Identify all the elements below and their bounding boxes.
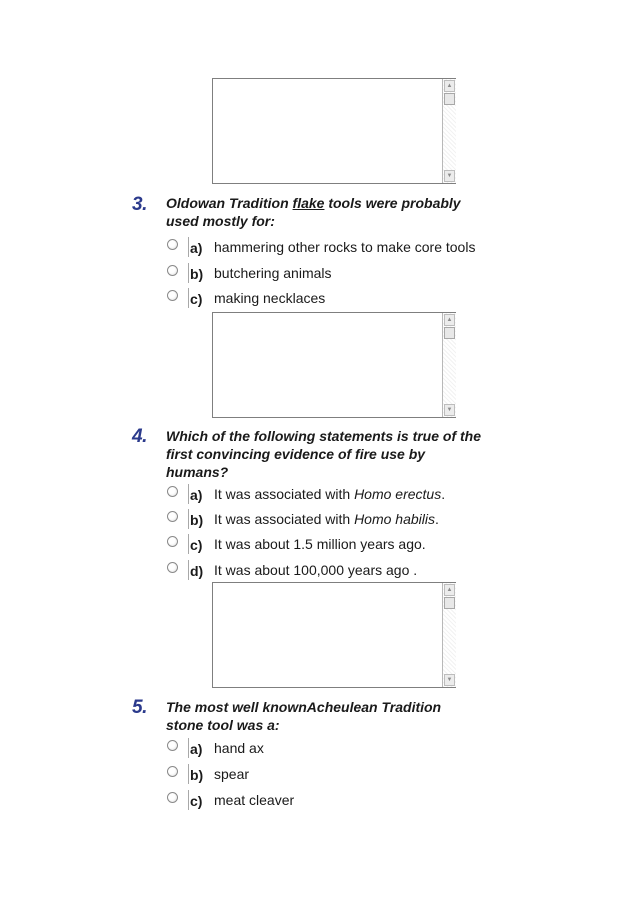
radio-button[interactable]	[167, 511, 178, 522]
option-divider	[188, 764, 189, 784]
option-text-italic: Homo habilis	[354, 511, 435, 527]
option-letter: c)	[190, 793, 203, 809]
option-label[interactable]: butchering animals	[214, 265, 332, 281]
textarea-scrollbar[interactable]	[442, 313, 456, 417]
option-divider	[188, 509, 189, 529]
option-divider	[188, 263, 189, 283]
option-label[interactable]	[214, 511, 439, 527]
option-divider	[188, 484, 189, 504]
scrollbar-thumb[interactable]	[444, 327, 455, 339]
option-label[interactable]: meat cleaver	[214, 792, 295, 808]
radio-button[interactable]	[167, 766, 178, 777]
scroll-up-arrow-icon[interactable]: ▲	[444, 314, 455, 326]
answer-textarea-q2[interactable]	[212, 78, 456, 184]
option-text: .	[441, 486, 446, 502]
question-number: 3.	[132, 194, 147, 215]
option-label[interactable]: It was about 100,000 years ago .	[214, 562, 418, 578]
radio-button[interactable]	[167, 239, 178, 250]
question-text-underlined: flake	[292, 195, 325, 211]
scroll-down-arrow-icon[interactable]: ▼	[444, 674, 455, 686]
option-divider	[188, 288, 189, 308]
radio-button[interactable]	[167, 265, 178, 276]
question-text-line: used mostly for:	[166, 213, 275, 229]
question-text-line: stone tool was a:	[166, 717, 280, 733]
scrollbar-thumb[interactable]	[444, 93, 455, 105]
option-letter: c)	[190, 291, 203, 307]
question-text-line: first convincing evidence of fire use by	[166, 446, 426, 462]
option-letter: a)	[190, 240, 203, 256]
question-number: 5.	[132, 697, 147, 718]
option-letter: d)	[190, 563, 204, 579]
option-label[interactable]: hand ax	[214, 740, 264, 756]
question-text	[166, 427, 481, 481]
option-letter: a)	[190, 741, 203, 757]
option-divider	[188, 534, 189, 554]
question-text-line: Which of the following statements is true of the	[166, 428, 482, 444]
option-divider	[188, 560, 189, 580]
radio-button[interactable]	[167, 792, 178, 803]
question-text	[166, 194, 461, 230]
textarea-scrollbar[interactable]	[442, 583, 456, 687]
question-text-line: humans?	[166, 464, 229, 480]
scroll-down-arrow-icon[interactable]: ▼	[444, 170, 455, 182]
option-divider	[188, 738, 189, 758]
option-label[interactable]: making necklaces	[214, 290, 326, 306]
option-divider	[188, 790, 189, 810]
scrollbar-thumb[interactable]	[444, 597, 455, 609]
question-text	[166, 698, 441, 734]
radio-button[interactable]	[167, 290, 178, 301]
option-label[interactable]: hammering other rocks to make core tools	[214, 239, 476, 255]
question-text-part: Oldowan Tradition	[166, 195, 293, 211]
option-label[interactable]: It was about 1.5 million years ago.	[214, 536, 426, 552]
option-letter: b)	[190, 767, 204, 783]
option-text-italic: Homo erectus	[354, 486, 442, 502]
option-text: .	[435, 511, 439, 527]
question-number: 4.	[132, 426, 147, 447]
option-label[interactable]: spear	[214, 766, 250, 782]
option-text: It was associated with	[214, 486, 355, 502]
scroll-up-arrow-icon[interactable]: ▲	[444, 80, 455, 92]
option-divider	[188, 237, 189, 257]
question-text-part: tools were probably	[324, 195, 461, 211]
textarea-scrollbar[interactable]	[442, 79, 456, 183]
option-letter: a)	[190, 487, 203, 503]
radio-button[interactable]	[167, 536, 178, 547]
radio-button[interactable]	[167, 740, 178, 751]
option-letter: b)	[190, 266, 204, 282]
question-text-line: The most well knownAcheulean Tradition	[166, 699, 442, 715]
radio-button[interactable]	[167, 486, 178, 497]
answer-textarea-q3[interactable]	[212, 312, 456, 418]
answer-textarea-q4[interactable]	[212, 582, 456, 688]
option-letter: c)	[190, 537, 203, 553]
scroll-up-arrow-icon[interactable]: ▲	[444, 584, 455, 596]
option-label[interactable]	[214, 486, 445, 502]
scroll-down-arrow-icon[interactable]: ▼	[444, 404, 455, 416]
option-letter: b)	[190, 512, 204, 528]
radio-button[interactable]	[167, 562, 178, 573]
option-text: It was associated with	[214, 511, 355, 527]
